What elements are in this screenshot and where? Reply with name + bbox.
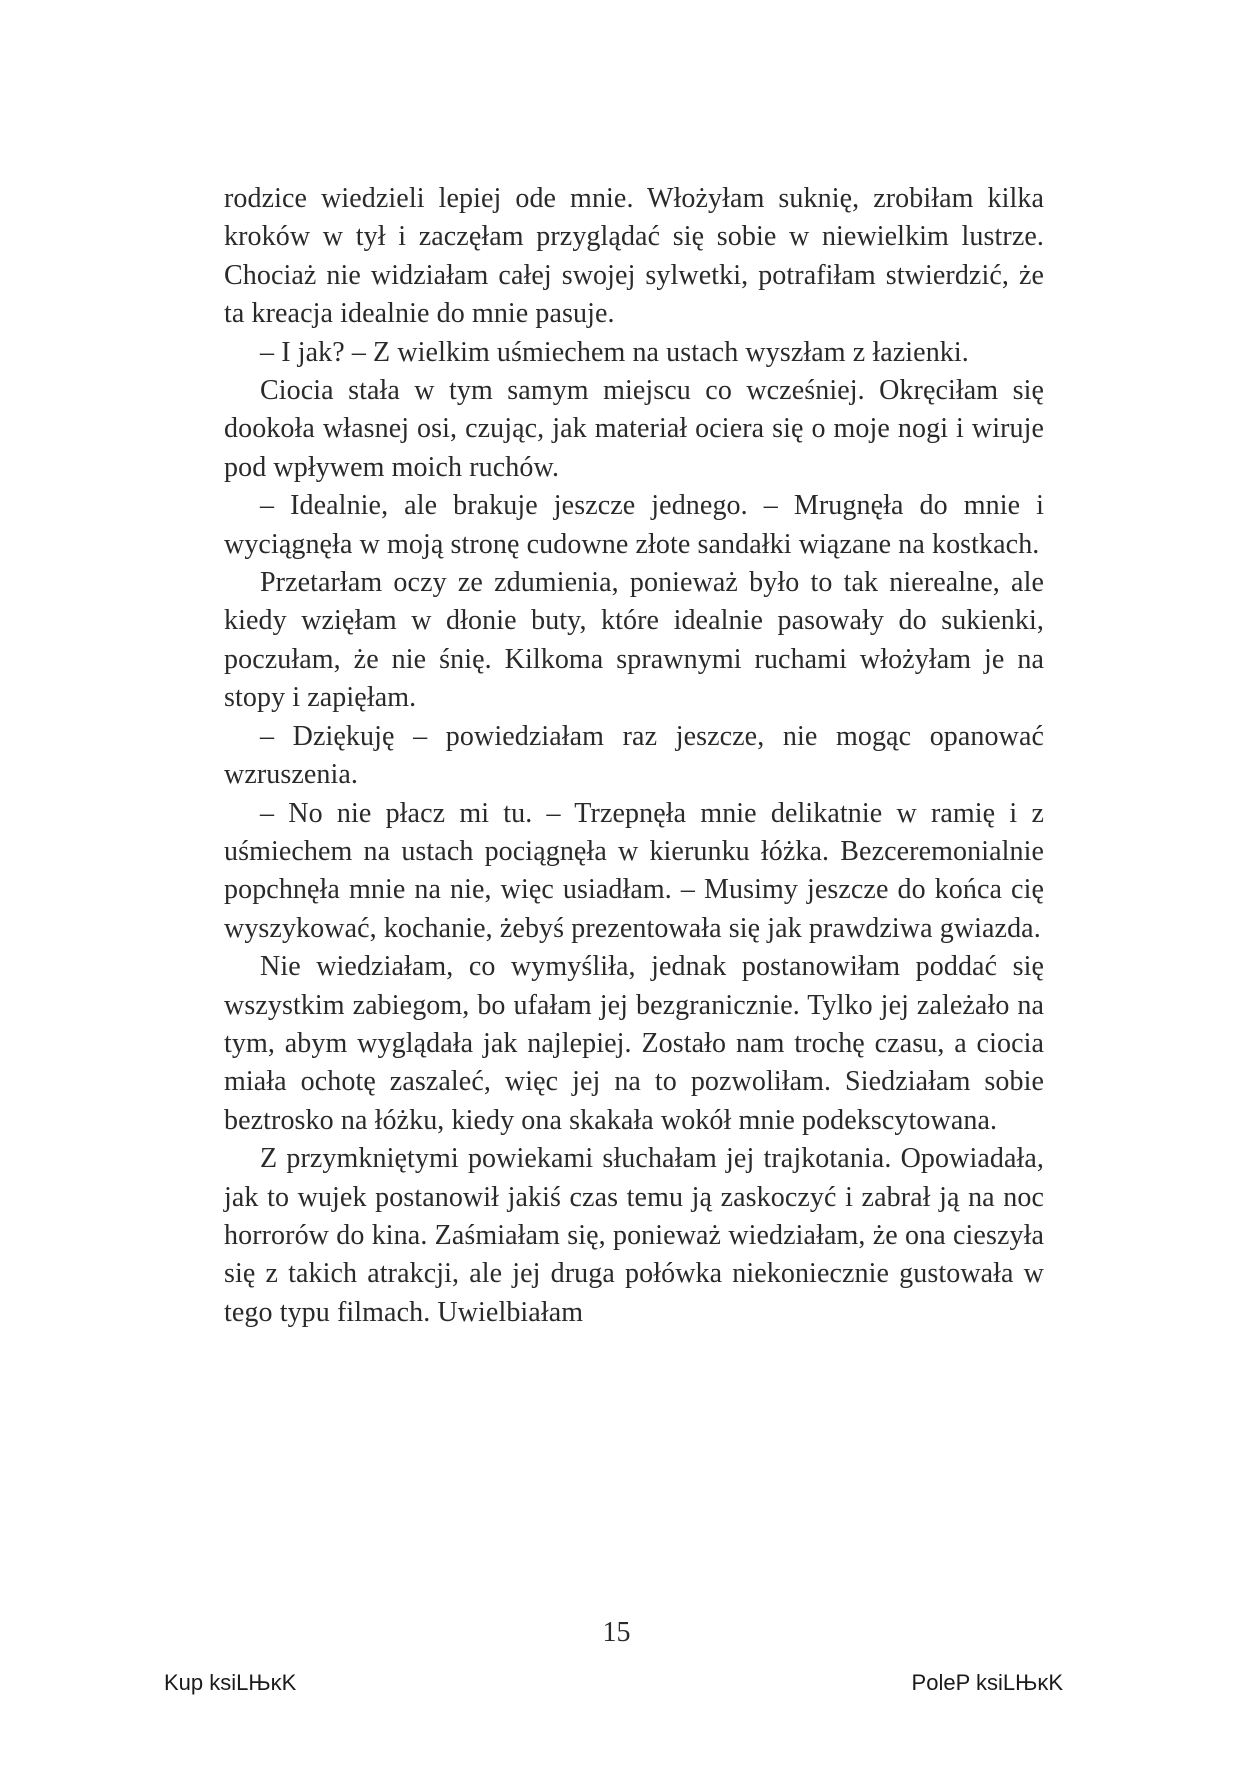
buy-book-link[interactable]: Kup ksiLЊĸK — [164, 1670, 297, 1695]
paragraph-9: Z przymkniętymi powiekami słuchałam jej trajkotania. Opowiadała, jak to wujek postanowił jakiś czas temu ją zaskoczyć i zabrał ją na noc horrorów do kina. Zaśmiałam się, ponieważ wiedziałam, że ona cieszyła się z takich atrakcji, ale jej druga połówka niekoniecznie gustowała w tego typu filmach. Uwielbiałam — [224, 1143, 1044, 1328]
paragraph-1: rodzice wiedzieli lepiej ode mnie. Włożyłam suknię, zrobiłam kilka kroków w tył i zaczęłam przyglądać się sobie w niewielkim lustrze. Chociaż nie widziałam całej swojej sylwetki, potrafiłam stwierdzić, że ta kreacja idealnie do mnie pasuje. — [224, 183, 1044, 330]
paragraph-3: Ciocia stała w tym samym miejscu co wcześniej. Okręciłam się dookoła własnej osi, czując, jak materiał ociera się o moje nogi i wiruje pod wpływem moich ruchów. — [224, 375, 1044, 483]
paragraph-7: – No nie płacz mi tu. – Trzepnęła mnie delikatnie w ramię i z uśmiechem na ustach pociągnęła w kierunku łóżka. Bezceremonialnie popchnęła mnie na nie, więc usiadłam. – Musimy jeszcze do końca cię wyszykować, kochanie, żebyś prezentowała się jak prawdziwa gwiazda. — [224, 797, 1044, 944]
body-text — [224, 180, 1044, 1332]
page-number: 15 — [602, 1617, 631, 1648]
paragraph-8: Nie wiedziałam, co wymyśliła, jednak postanowiłam poddać się wszystkim zabiegom, bo ufałam jej bezgranicznie. Tylko jej zależało na tym, abym wyglądała jak najlepiej. Zostało nam trochę czasu, a ciocia miała ochotę zaszaleć, więc jej na to pozwoliłam. Siedziałam sobie beztrosko na łóżku, kiedy ona skakała wokół mnie podekscytowana. — [224, 951, 1044, 1136]
paragraph-5: Przetarłam oczy ze zdumienia, ponieważ było to tak nierealne, ale kiedy wzięłam w dłonie buty, które idealnie pasowały do sukienki, poczułam, że nie śnię. Kilkoma sprawnymi ruchami włożyłam je na stopy i zapięłam. — [224, 567, 1044, 714]
paragraph-2: – I jak? – Z wielkim uśmiechem na ustach wyszłam z łazienki. — [260, 336, 969, 368]
paragraph-6: – Dziękuję – powiedziałam raz jeszcze, nie mogąc opanować wzruszenia. — [224, 720, 1044, 791]
paragraph-4: – Idealnie, ale brakuje jeszcze jednego. – Mrugnęła do mnie i wyciągnęła w moją stronę cudowne złote sandałki wiązane na kostkach. — [224, 490, 1044, 560]
recommend-book-link[interactable]: PoleP ksiLЊĸK — [911, 1670, 1063, 1695]
